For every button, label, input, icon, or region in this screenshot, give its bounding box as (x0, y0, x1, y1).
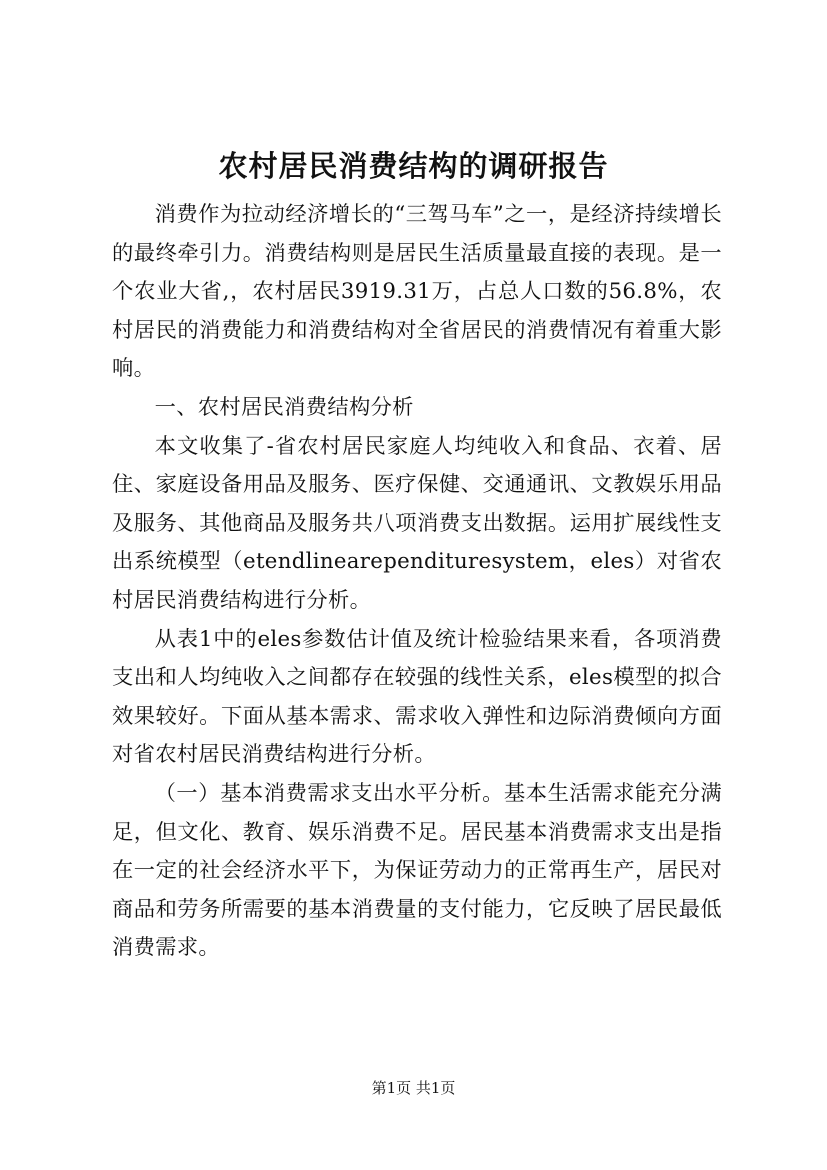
paragraph-eles-results: 从表1中的eles参数估计值及统计检验结果来看，各项消费支出和人均纯收入之间都存在较强的线性关系，eles模型的拟合效果较好。下面从基本需求、需求收入弹性和边际消费倾向方面对省农村居民消费结构进行分析。 (112, 626, 722, 768)
paragraph-intro: 消费作为拉动经济增长的“三驾马车”之一，是经济持续增长的最终牵引力。消费结构则是居民生活质量最直接的表现。是一个农业大省,，农村居民3919.31万，占总人口数的56.8%，农村居民的消费能力和消费结构对全省居民的消费情况有着重大影响。 (112, 202, 722, 382)
document-body (112, 196, 722, 968)
section-heading-1: 一、农村居民消费结构分析 (154, 394, 414, 420)
paragraph-data-collection: 本文收集了-省农村居民家庭人均纯收入和食品、衣着、居住、家庭设备用品及服务、医疗保健、交通通讯、文教娱乐用品及服务、其他商品及服务共八项消费支出数据。运用扩展线性支出系统模型（etendlinearependituresystem，eles）对省农村居民消费结构进行分析。 (112, 433, 722, 613)
paragraph-basic-demand: （一）基本消费需求支出水平分析。基本生活需求能充分满足，但文化、教育、娱乐消费不足。居民基本消费需求支出是指在一定的社会经济水平下，为保证劳动力的正常再生产，居民对商品和劳务所需要的基本消费量的支付能力，它反映了居民最低消费需求。 (112, 780, 722, 961)
document-title: 农村居民消费结构的调研报告 (218, 149, 609, 183)
page-footer: 第1页 共1页 (371, 1079, 456, 1097)
